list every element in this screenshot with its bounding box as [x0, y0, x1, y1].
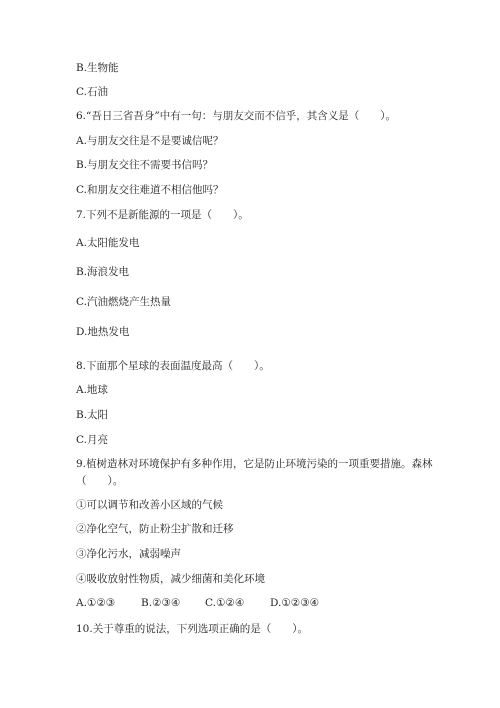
q9-stem-line2: （ ）。 [76, 475, 124, 487]
q7-option-a: A.太阳能发电 [76, 237, 140, 249]
q6-stem: 6.“吾日三省吾身”中有一句：与朋友交而不信乎，其含义是（ ）。 [76, 110, 397, 122]
q9-options-row [76, 596, 319, 610]
q7-option-c: C.汽油燃烧产生热量 [76, 296, 171, 308]
q5-option-c: C.石油 [76, 86, 108, 98]
q9-option-b: B.②③④ [141, 597, 181, 609]
q9-statement-1: ①可以调节和改善小区域的气候 [76, 499, 223, 511]
q8-option-b: B.太阳 [76, 409, 109, 421]
q8-option-a: A.地球 [76, 384, 108, 396]
q8-stem: 8.下面那个星球的表面温度最高（ ）。 [76, 360, 270, 372]
q9-statement-2: ②净化空气，防止粉尘扩散和迁移 [76, 523, 234, 535]
q7-option-b: B.海浪发电 [76, 266, 130, 278]
q10-stem: 10.关于尊重的说法，下列选项正确的是（ ）。 [76, 623, 308, 635]
q9-statement-3: ③净化污水，减弱噪声 [76, 548, 181, 560]
q8-option-c: C.月亮 [76, 434, 108, 446]
q7-option-d: D.地热发电 [76, 326, 130, 338]
q5-option-b: B.生物能 [76, 62, 119, 74]
q6-option-a: A.与朋友交往是不是要诚信呢？ [76, 135, 224, 147]
q7-stem: 7.下列不是新能源的一项是（ ）。 [76, 209, 249, 221]
q9-option-c: C.①②④ [205, 597, 245, 609]
q9-option-a: A.①②③ [76, 597, 116, 609]
q9-statement-4: ④吸收放射性物质，减少细菌和美化环境 [76, 573, 265, 585]
q9-option-d: D.①②③④ [270, 597, 320, 609]
q6-option-c: C.和朋友交往难道不相信他吗？ [76, 184, 224, 196]
q6-option-b: B.与朋友交往不需要书信吗？ [76, 159, 214, 171]
q9-stem-line1: 9.植树造林对环境保护有多种作用，它是防止环境污染的一项重要措施。森林 [76, 458, 433, 470]
